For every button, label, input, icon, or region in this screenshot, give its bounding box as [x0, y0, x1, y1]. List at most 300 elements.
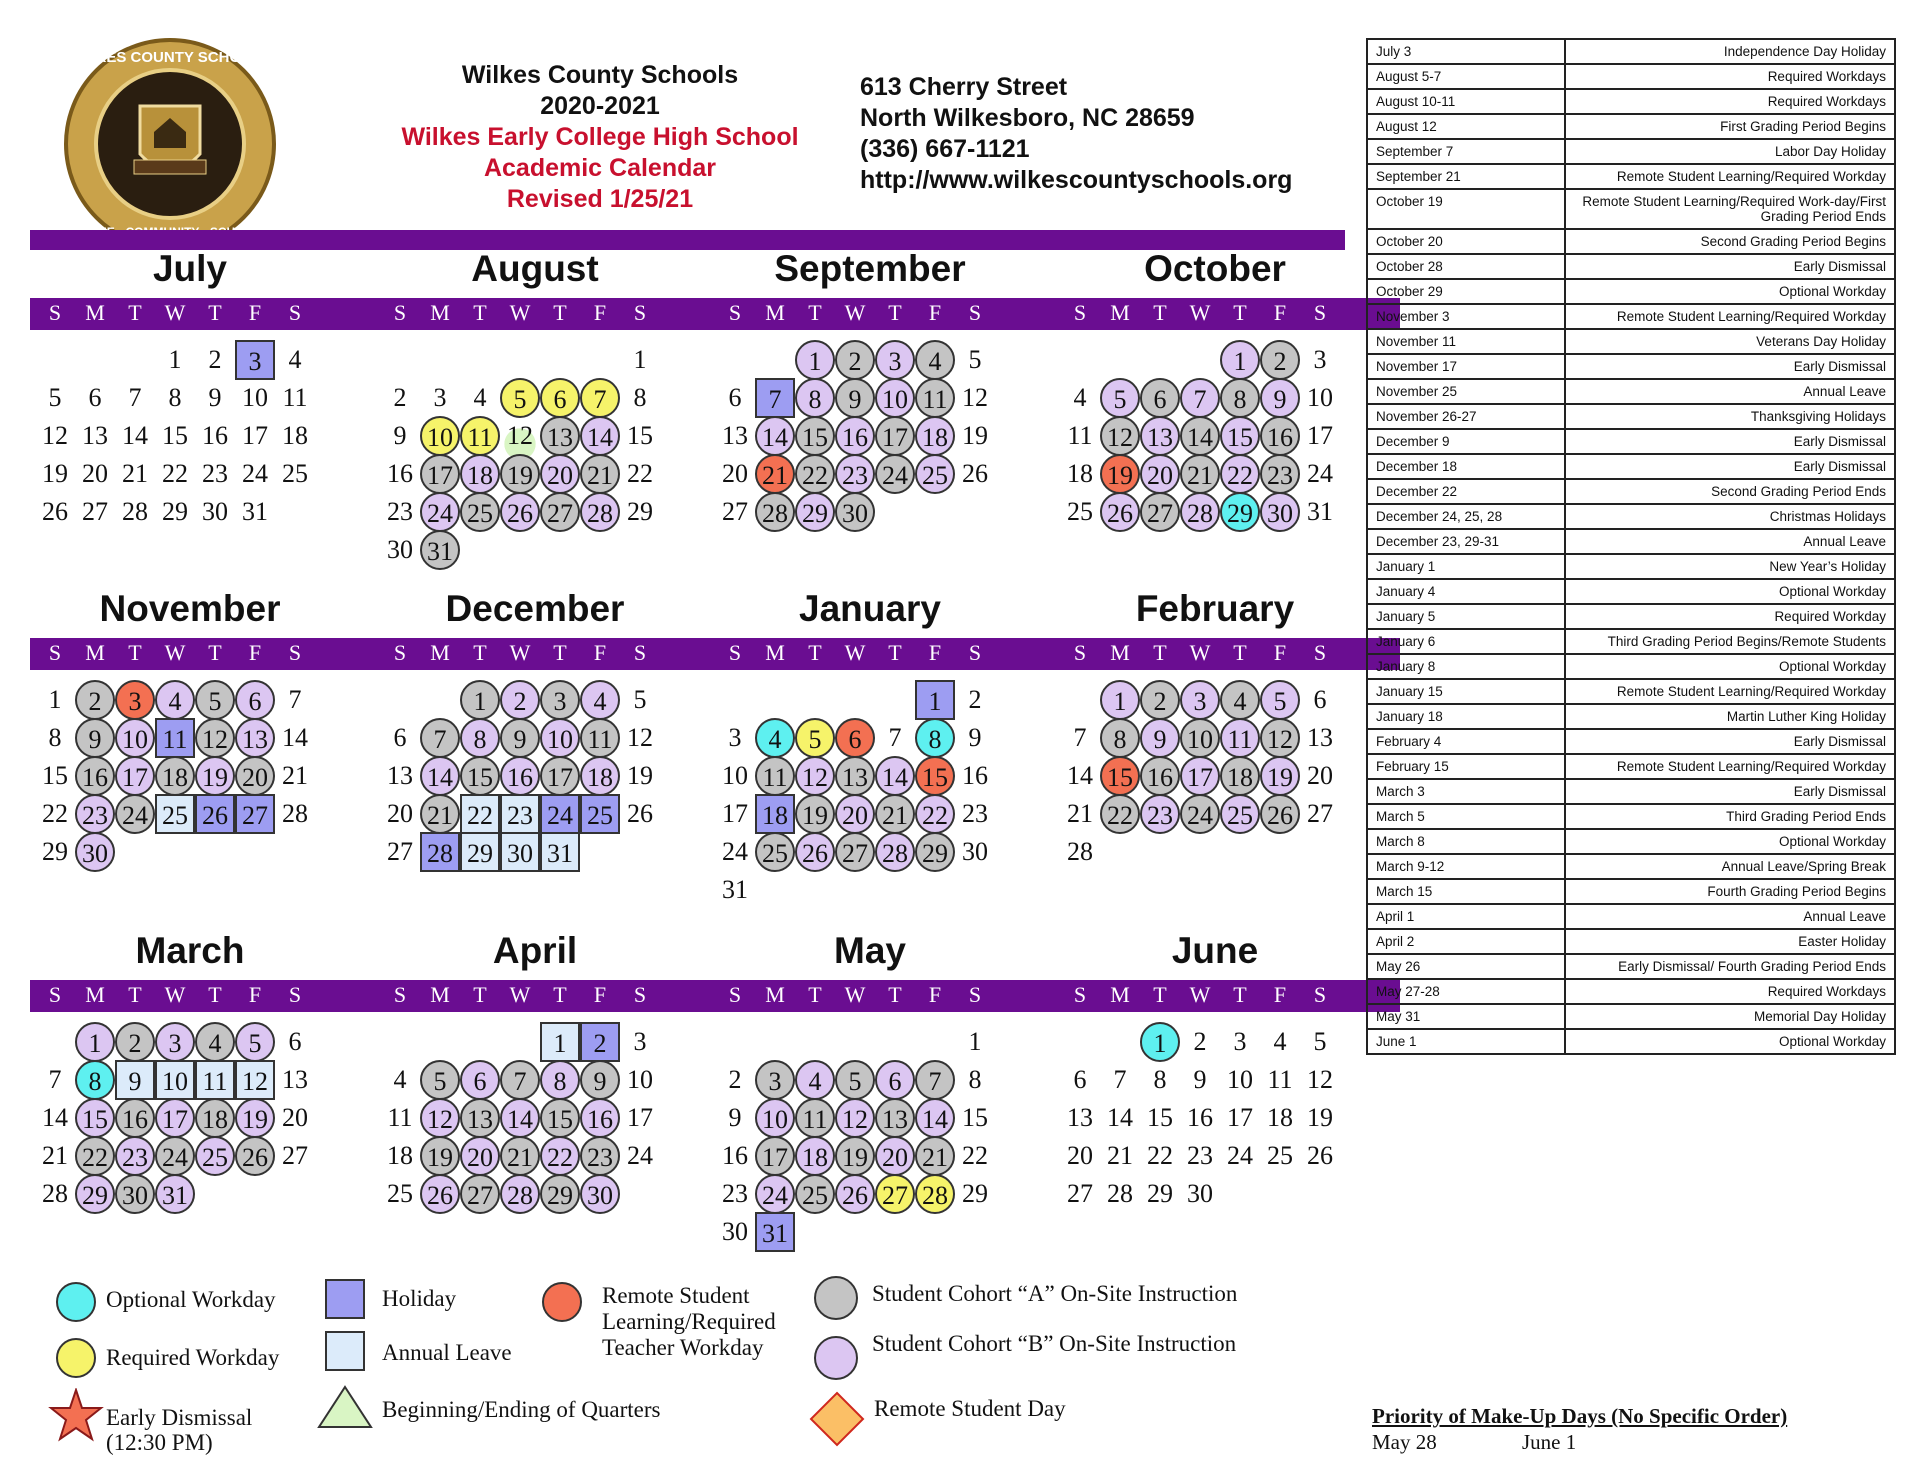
month-february	[1065, 588, 1395, 898]
calendar-day: 5	[500, 378, 540, 418]
calendar-day: 9	[1193, 1065, 1207, 1094]
calendar-day: 22	[1147, 1141, 1173, 1170]
calendar-day: 22	[962, 1141, 988, 1170]
early-dismissal-star-icon	[48, 1388, 104, 1442]
calendar-day: 18	[1267, 1103, 1293, 1132]
calendar-day: 4	[393, 1065, 407, 1094]
calendar-day: 12	[627, 723, 653, 752]
calendar-day: 28	[755, 492, 795, 532]
calendar-day: 20	[1067, 1141, 1093, 1170]
calendar-day: 14	[915, 1098, 955, 1138]
event-row	[1367, 329, 1895, 354]
calendar-day: 3	[433, 383, 447, 412]
weekday-label: W	[844, 300, 866, 325]
calendar-day: 9	[968, 723, 982, 752]
event-row	[1367, 279, 1895, 304]
calendar-day: 6	[393, 723, 407, 752]
weekday-label: W	[509, 300, 531, 325]
calendar-day: 14	[1107, 1103, 1133, 1132]
calendar-day: 6	[875, 1060, 915, 1100]
calendar-day: 8	[460, 718, 500, 758]
weekday-label: T	[1233, 300, 1247, 325]
calendar-day: 14	[122, 421, 148, 450]
calendar-day: 10	[1180, 718, 1220, 758]
calendar-day: 29	[540, 1174, 580, 1214]
calendar-day: 19	[1307, 1103, 1333, 1132]
calendar-day: 20	[82, 459, 108, 488]
weekday-label: M	[765, 300, 785, 325]
month-title: February	[1135, 588, 1295, 629]
calendar-day: 23	[1140, 794, 1180, 834]
weekday-label: S	[393, 982, 407, 1007]
weekday-label: W	[1189, 640, 1211, 665]
event-date: December 23, 29-31	[1367, 529, 1565, 554]
calendar-day: 23	[962, 799, 988, 828]
calendar-day: 3	[155, 1022, 195, 1062]
calendar-day: 28	[42, 1179, 68, 1208]
event-date: August 10-11	[1367, 89, 1565, 114]
school-logo	[62, 36, 278, 252]
weekday-label: F	[1273, 982, 1287, 1007]
calendar-day: 31	[1307, 497, 1333, 526]
calendar-day: 15	[42, 761, 68, 790]
event-row	[1367, 654, 1895, 679]
calendar-day: 27	[540, 492, 580, 532]
calendar-day: 30	[75, 832, 115, 872]
weekday-label: W	[164, 982, 186, 1007]
calendar-day: 10	[420, 416, 460, 456]
event-date: December 9	[1367, 429, 1565, 454]
event-row	[1367, 854, 1895, 879]
calendar-day: 3	[115, 680, 155, 720]
calendar-day: 15	[795, 416, 835, 456]
calendar-day: 29	[1147, 1179, 1173, 1208]
calendar-day: 9	[500, 718, 540, 758]
event-row	[1367, 754, 1895, 779]
calendar-day: 14	[1180, 416, 1220, 456]
calendar-day: 19	[500, 454, 540, 494]
calendar-day: 15	[75, 1098, 115, 1138]
legend-remote-2: Learning/Required	[602, 1309, 776, 1334]
calendar-day: 11	[1267, 1065, 1293, 1094]
calendar-day: 29	[627, 497, 653, 526]
calendar-day: 24	[540, 794, 580, 834]
calendar-day: 22	[460, 794, 500, 834]
contact-block	[860, 72, 1292, 196]
weekday-label: S	[1073, 982, 1087, 1007]
weekday-label: W	[844, 640, 866, 665]
event-date: July 3	[1367, 39, 1565, 64]
calendar-day: 31	[540, 832, 580, 872]
calendar-day: 22	[1220, 454, 1260, 494]
website-link[interactable]: http://www.wilkescountyschools.org	[860, 166, 1293, 194]
event-row	[1367, 164, 1895, 189]
calendar-day: 3	[755, 1060, 795, 1100]
school-header	[340, 60, 860, 215]
calendar-day: 18	[795, 1136, 835, 1176]
event-date: November 3	[1367, 304, 1565, 329]
calendar-day: 21	[1180, 454, 1220, 494]
calendar-day: 2	[208, 345, 222, 374]
event-date: October 20	[1367, 229, 1565, 254]
calendar-day: 27	[875, 1174, 915, 1214]
weekday-label: S	[728, 300, 742, 325]
calendar-day: 24	[1307, 459, 1333, 488]
event-row	[1367, 89, 1895, 114]
calendar-day: 31	[755, 1212, 795, 1252]
weekday-label: S	[728, 982, 742, 1007]
event-row	[1367, 454, 1895, 479]
calendar-day: 2	[1193, 1027, 1207, 1056]
cohort-a-icon	[812, 1274, 860, 1322]
month-april	[385, 930, 715, 1240]
legend-required: Required Workday	[106, 1345, 280, 1370]
quarters-triangle-icon	[316, 1384, 374, 1430]
calendar-day: 20	[235, 756, 275, 796]
event-description: Annual Leave/Spring Break	[1565, 854, 1895, 879]
calendar-day: 17	[1227, 1103, 1253, 1132]
weekday-label: W	[844, 982, 866, 1007]
calendar-day: 15	[162, 421, 188, 450]
calendar-day: 11	[282, 383, 308, 412]
calendar-day: 13	[387, 761, 413, 790]
calendar-day: 26	[1260, 794, 1300, 834]
calendar-day: 30	[962, 837, 988, 866]
calendar-day: 8	[633, 383, 647, 412]
calendar-day: 27	[1140, 492, 1180, 532]
calendar-day: 8	[48, 723, 62, 752]
calendar-day: 6	[835, 718, 875, 758]
calendar-day: 5	[420, 1060, 460, 1100]
event-description: Early Dismissal	[1565, 454, 1895, 479]
calendar-day: 17	[420, 454, 460, 494]
calendar-day: 17	[1307, 421, 1333, 450]
calendar-day: 4	[1220, 680, 1260, 720]
weekday-label: S	[393, 300, 407, 325]
month-title: December	[445, 588, 625, 629]
calendar-day: 13	[722, 421, 748, 450]
calendar-day: 22	[162, 459, 188, 488]
calendar-day: 12	[500, 416, 540, 456]
calendar-day: 11	[195, 1060, 235, 1100]
event-row	[1367, 39, 1895, 64]
event-row	[1367, 189, 1895, 229]
calendar-day: 30	[1260, 492, 1300, 532]
phone: (336) 667-1121	[860, 135, 1030, 163]
event-date: October 28	[1367, 254, 1565, 279]
calendar-day: 15	[1100, 756, 1140, 796]
weekday-label: F	[248, 982, 262, 1007]
event-description: Optional Workday	[1565, 579, 1895, 604]
event-date: June 1	[1367, 1029, 1565, 1054]
calendar-day: 4	[155, 680, 195, 720]
calendar-day: 19	[235, 1098, 275, 1138]
weekday-label: T	[808, 300, 822, 325]
calendar-day: 5	[968, 345, 982, 374]
calendar-day: 25	[387, 1179, 413, 1208]
calendar-day: 14	[755, 416, 795, 456]
month-january	[720, 588, 1050, 904]
weekday-label: S	[633, 982, 647, 1007]
weekday-label: S	[1313, 982, 1327, 1007]
calendar-day: 17	[155, 1098, 195, 1138]
weekday-label: M	[765, 982, 785, 1007]
legend-quarters: Beginning/Ending of Quarters	[382, 1397, 661, 1422]
calendar-day: 19	[1260, 756, 1300, 796]
weekday-label: F	[593, 640, 607, 665]
calendar-day: 17	[115, 756, 155, 796]
calendar-day: 21	[580, 454, 620, 494]
school-name: Wilkes Early College High School	[401, 123, 799, 151]
calendar-day: 10	[115, 718, 155, 758]
event-date: January 8	[1367, 654, 1565, 679]
calendar-day: 5	[835, 1060, 875, 1100]
calendar-day: 26	[795, 832, 835, 872]
calendar-day: 19	[1100, 454, 1140, 494]
weekday-label: F	[928, 640, 942, 665]
calendar-day: 30	[202, 497, 228, 526]
weekday-label: F	[928, 300, 942, 325]
event-description: Required Workdays	[1565, 89, 1895, 114]
weekday-label: T	[473, 640, 487, 665]
event-row	[1367, 254, 1895, 279]
event-description: Second Grading Period Ends	[1565, 479, 1895, 504]
calendar-day: 20	[1140, 454, 1180, 494]
event-date: January 4	[1367, 579, 1565, 604]
weekday-label: W	[509, 982, 531, 1007]
calendar-day: 16	[387, 459, 413, 488]
weekday-label: T	[128, 640, 142, 665]
calendar-day: 17	[722, 799, 748, 828]
calendar-day: 16	[500, 756, 540, 796]
calendar-day: 11	[1220, 718, 1260, 758]
calendar-day: 4	[195, 1022, 235, 1062]
event-description: Optional Workday	[1565, 829, 1895, 854]
weekday-label: T	[208, 982, 222, 1007]
event-description: Independence Day Holiday	[1565, 39, 1895, 64]
event-description: Optional Workday	[1565, 279, 1895, 304]
calendar-day: 27	[722, 497, 748, 526]
event-row	[1367, 729, 1895, 754]
event-row	[1367, 929, 1895, 954]
calendar-day: 7	[128, 383, 142, 412]
weekday-label: T	[888, 640, 902, 665]
calendar-day: 7	[420, 718, 460, 758]
month-title: November	[99, 588, 281, 629]
calendar-day: 6	[540, 378, 580, 418]
event-date: April 2	[1367, 929, 1565, 954]
school-year: 2020-2021	[540, 92, 660, 120]
event-date: March 3	[1367, 779, 1565, 804]
weekday-label: M	[430, 300, 450, 325]
weekday-label: M	[430, 982, 450, 1007]
calendar-day: 25	[915, 454, 955, 494]
calendar-day: 8	[75, 1060, 115, 1100]
weekday-label: T	[128, 982, 142, 1007]
event-row	[1367, 629, 1895, 654]
calendar-day: 26	[195, 794, 235, 834]
event-description: Required Workdays	[1565, 64, 1895, 89]
weekday-label: F	[593, 982, 607, 1007]
calendar-day: 1	[795, 340, 835, 380]
calendar-day: 4	[755, 718, 795, 758]
calendar-day: 2	[75, 680, 115, 720]
calendar-day: 10	[627, 1065, 653, 1094]
calendar-day: 14	[1067, 761, 1093, 790]
weekday-label: S	[48, 640, 62, 665]
calendar-day: 19	[795, 794, 835, 834]
calendar-day: 27	[1067, 1179, 1093, 1208]
calendar-day: 15	[915, 756, 955, 796]
calendar-day: 18	[755, 794, 795, 834]
event-row	[1367, 429, 1895, 454]
calendar-day: 5	[1260, 680, 1300, 720]
calendar-day: 2	[968, 685, 982, 714]
month-title: April	[492, 930, 578, 971]
calendar-day: 8	[540, 1060, 580, 1100]
calendar-day: 19	[962, 421, 988, 450]
calendar-day: 14	[420, 756, 460, 796]
weekday-label: F	[593, 300, 607, 325]
calendar-day: 9	[1140, 718, 1180, 758]
calendar-day: 19	[835, 1136, 875, 1176]
event-date: November 25	[1367, 379, 1565, 404]
weekday-label: M	[430, 640, 450, 665]
calendar-day: 21	[1107, 1141, 1133, 1170]
event-description: Fourth Grading Period Begins	[1565, 879, 1895, 904]
calendar-day: 1	[168, 345, 182, 374]
legend-cohort-b: Student Cohort “B” On-Site Instruction	[872, 1331, 1237, 1356]
calendar-day: 20	[282, 1103, 308, 1132]
calendar-day: 10	[722, 761, 748, 790]
event-date: February 15	[1367, 754, 1565, 779]
legend-remote-3: Teacher Workday	[602, 1335, 764, 1360]
calendar-day: 12	[835, 1098, 875, 1138]
calendar-day: 7	[500, 1060, 540, 1100]
calendar-day: 1	[540, 1022, 580, 1062]
event-date: March 5	[1367, 804, 1565, 829]
calendar-day: 14	[42, 1103, 68, 1132]
calendar-day: 11	[1067, 421, 1093, 450]
month-title: September	[774, 248, 966, 289]
calendar-day: 29	[162, 497, 188, 526]
calendar-day: 25	[195, 1136, 235, 1176]
event-date: May 26	[1367, 954, 1565, 979]
calendar-day: 25	[1220, 794, 1260, 834]
calendar-day: 22	[1100, 794, 1140, 834]
event-row	[1367, 304, 1895, 329]
calendar-day: 4	[288, 345, 302, 374]
month-october	[1065, 248, 1395, 558]
calendar-day: 23	[722, 1179, 748, 1208]
weekday-label: W	[1189, 300, 1211, 325]
calendar-day: 30	[387, 535, 413, 564]
calendar-day: 18	[460, 454, 500, 494]
calendar-day: 30	[835, 492, 875, 532]
calendar-day: 26	[1307, 1141, 1333, 1170]
required-workday-icon	[54, 1336, 98, 1380]
event-date: December 24, 25, 28	[1367, 504, 1565, 529]
calendar-day: 1	[633, 345, 647, 374]
calendar-day: 31	[420, 530, 460, 570]
calendar-day: 18	[387, 1141, 413, 1170]
weekday-label: F	[248, 640, 262, 665]
calendar-day: 16	[722, 1141, 748, 1170]
calendar-day: 22	[915, 794, 955, 834]
events-table	[1366, 38, 1896, 1055]
event-description: Third Grading Period Begins/Remote Students	[1565, 629, 1895, 654]
calendar-day: 3	[1313, 345, 1327, 374]
event-description: Early Dismissal/ Fourth Grading Period Ends	[1565, 954, 1895, 979]
calendar-day: 5	[235, 1022, 275, 1062]
event-row	[1367, 554, 1895, 579]
calendar-day: 15	[627, 421, 653, 450]
weekday-label: S	[288, 640, 302, 665]
event-row	[1367, 64, 1895, 89]
calendar-day: 1	[460, 680, 500, 720]
calendar-day: 8	[1153, 1065, 1167, 1094]
calendar-day: 8	[915, 718, 955, 758]
event-description: Required Workday	[1565, 604, 1895, 629]
calendar-day: 16	[1187, 1103, 1213, 1132]
legend-early-dismissal: Early Dismissal	[106, 1405, 253, 1430]
calendar-day: 4	[580, 680, 620, 720]
calendar-day: 1	[915, 680, 955, 720]
calendar-day: 17	[1180, 756, 1220, 796]
calendar-day: 24	[242, 459, 268, 488]
calendar-day: 12	[962, 383, 988, 412]
annual-leave-square-icon	[324, 1330, 366, 1372]
event-date: September 21	[1367, 164, 1565, 189]
calendar-day: 13	[1307, 723, 1333, 752]
calendar-day: 15	[460, 756, 500, 796]
month-december	[385, 588, 715, 898]
address-line1: 613 Cherry Street	[860, 73, 1068, 101]
calendar-day: 17	[627, 1103, 653, 1132]
calendar-day: 22	[795, 454, 835, 494]
weekday-label: S	[968, 300, 982, 325]
calendar-day: 10	[875, 378, 915, 418]
calendar-day: 18	[155, 756, 195, 796]
calendar-day: 6	[1140, 378, 1180, 418]
event-description: Veterans Day Holiday	[1565, 329, 1895, 354]
calendar-day: 14	[282, 723, 308, 752]
month-title: August	[471, 248, 599, 289]
weekday-label: S	[1073, 640, 1087, 665]
event-description: Annual Leave	[1565, 379, 1895, 404]
calendar-day: 20	[540, 454, 580, 494]
calendar-day: 13	[460, 1098, 500, 1138]
calendar-day: 6	[288, 1027, 302, 1056]
calendar-day: 21	[1067, 799, 1093, 828]
event-description: Early Dismissal	[1565, 254, 1895, 279]
calendar-subtitle: Academic Calendar	[483, 154, 717, 182]
weekday-label: F	[248, 300, 262, 325]
calendar-day: 24	[115, 794, 155, 834]
legend-early-dismissal-time: (12:30 PM)	[106, 1430, 213, 1455]
calendar-day: 27	[282, 1141, 308, 1170]
weekday-label: S	[1313, 300, 1327, 325]
calendar-day: 16	[202, 421, 228, 450]
event-description: Optional Workday	[1565, 1029, 1895, 1054]
weekday-label: S	[728, 640, 742, 665]
event-description: Labor Day Holiday	[1565, 139, 1895, 164]
calendar-day: 21	[122, 459, 148, 488]
weekday-label: T	[1233, 640, 1247, 665]
event-row	[1367, 379, 1895, 404]
calendar-day: 11	[387, 1103, 413, 1132]
event-description: Third Grading Period Ends	[1565, 804, 1895, 829]
